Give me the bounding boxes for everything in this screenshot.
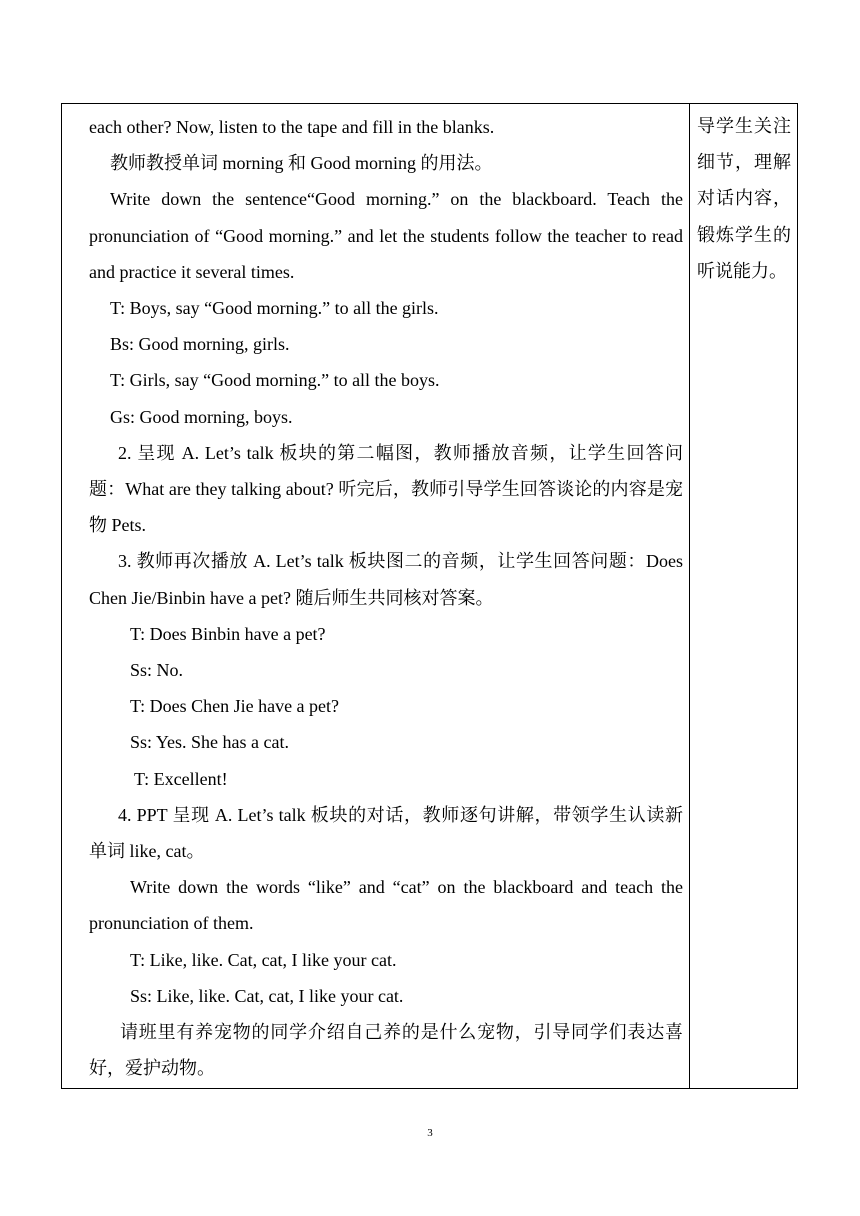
column-divider [689, 103, 690, 1089]
dialogue-line: T: Like, like. Cat, cat, I like your cat. [130, 949, 397, 970]
dialogue-line: Ss: Like, like. Cat, cat, I like your cat. [130, 985, 404, 1006]
paragraph: Write down the sentence“Good morning.” on the blackboard. Teach the pronunciation of “Good morning.” and let the students follow the teacher to read and practice it several times. [89, 189, 683, 282]
paragraph: 教师教授单词 morning 和 Good morning 的用法。 [110, 153, 493, 174]
paragraph: 请班里有养宠物的同学介绍自己养的是什么宠物，引导同学们表达喜好，爱护动物。 [89, 1022, 683, 1079]
page-number: 3 [427, 1127, 433, 1139]
dialogue-line: T: Boys, say “Good morning.” to all the girls. [110, 298, 439, 319]
procedure-cell [89, 109, 683, 1086]
dialogue-line: T: Excellent! [134, 768, 228, 789]
paragraph: 3. 教师再次播放 A. Let’s talk 板块图二的音频，让学生回答问题：Does Chen Jie/Binbin have a pet? 随后师生共同核对答案。 [89, 551, 683, 608]
dialogue-line: Gs: Good morning, boys. [110, 406, 293, 427]
dialogue-line: Ss: Yes. She has a cat. [130, 732, 290, 753]
dialogue-line: Bs: Good morning, girls. [110, 334, 290, 355]
paragraph: each other? Now, listen to the tape and fill in the blanks. [89, 117, 495, 137]
paragraph: 4. PPT 呈现 A. Let’s talk 板块的对话，教师逐句讲解，带领学生认读新单词 like, cat。 [89, 804, 683, 862]
dialogue-line: T: Girls, say “Good morning.” to all the boys. [110, 370, 440, 391]
purpose-cell: 导学生关注细节，理解对话内容，锻炼学生的听说能力。 [697, 116, 791, 281]
dialogue-line: T: Does Binbin have a pet? [130, 623, 326, 644]
dialogue-line: T: Does Chen Jie have a pet? [130, 696, 340, 717]
paragraph: 2. 呈现 A. Let’s talk 板块的第二幅图，教师播放音频，让学生回答问题：What are they talking about? 听完后，教师引导学生回答谈论的内容是宠物 Pets. [89, 442, 683, 536]
dialogue-line: Ss: No. [130, 660, 184, 681]
paragraph: Write down the words “like” and “cat” on the blackboard and teach the pronunciation of them. [89, 877, 683, 934]
